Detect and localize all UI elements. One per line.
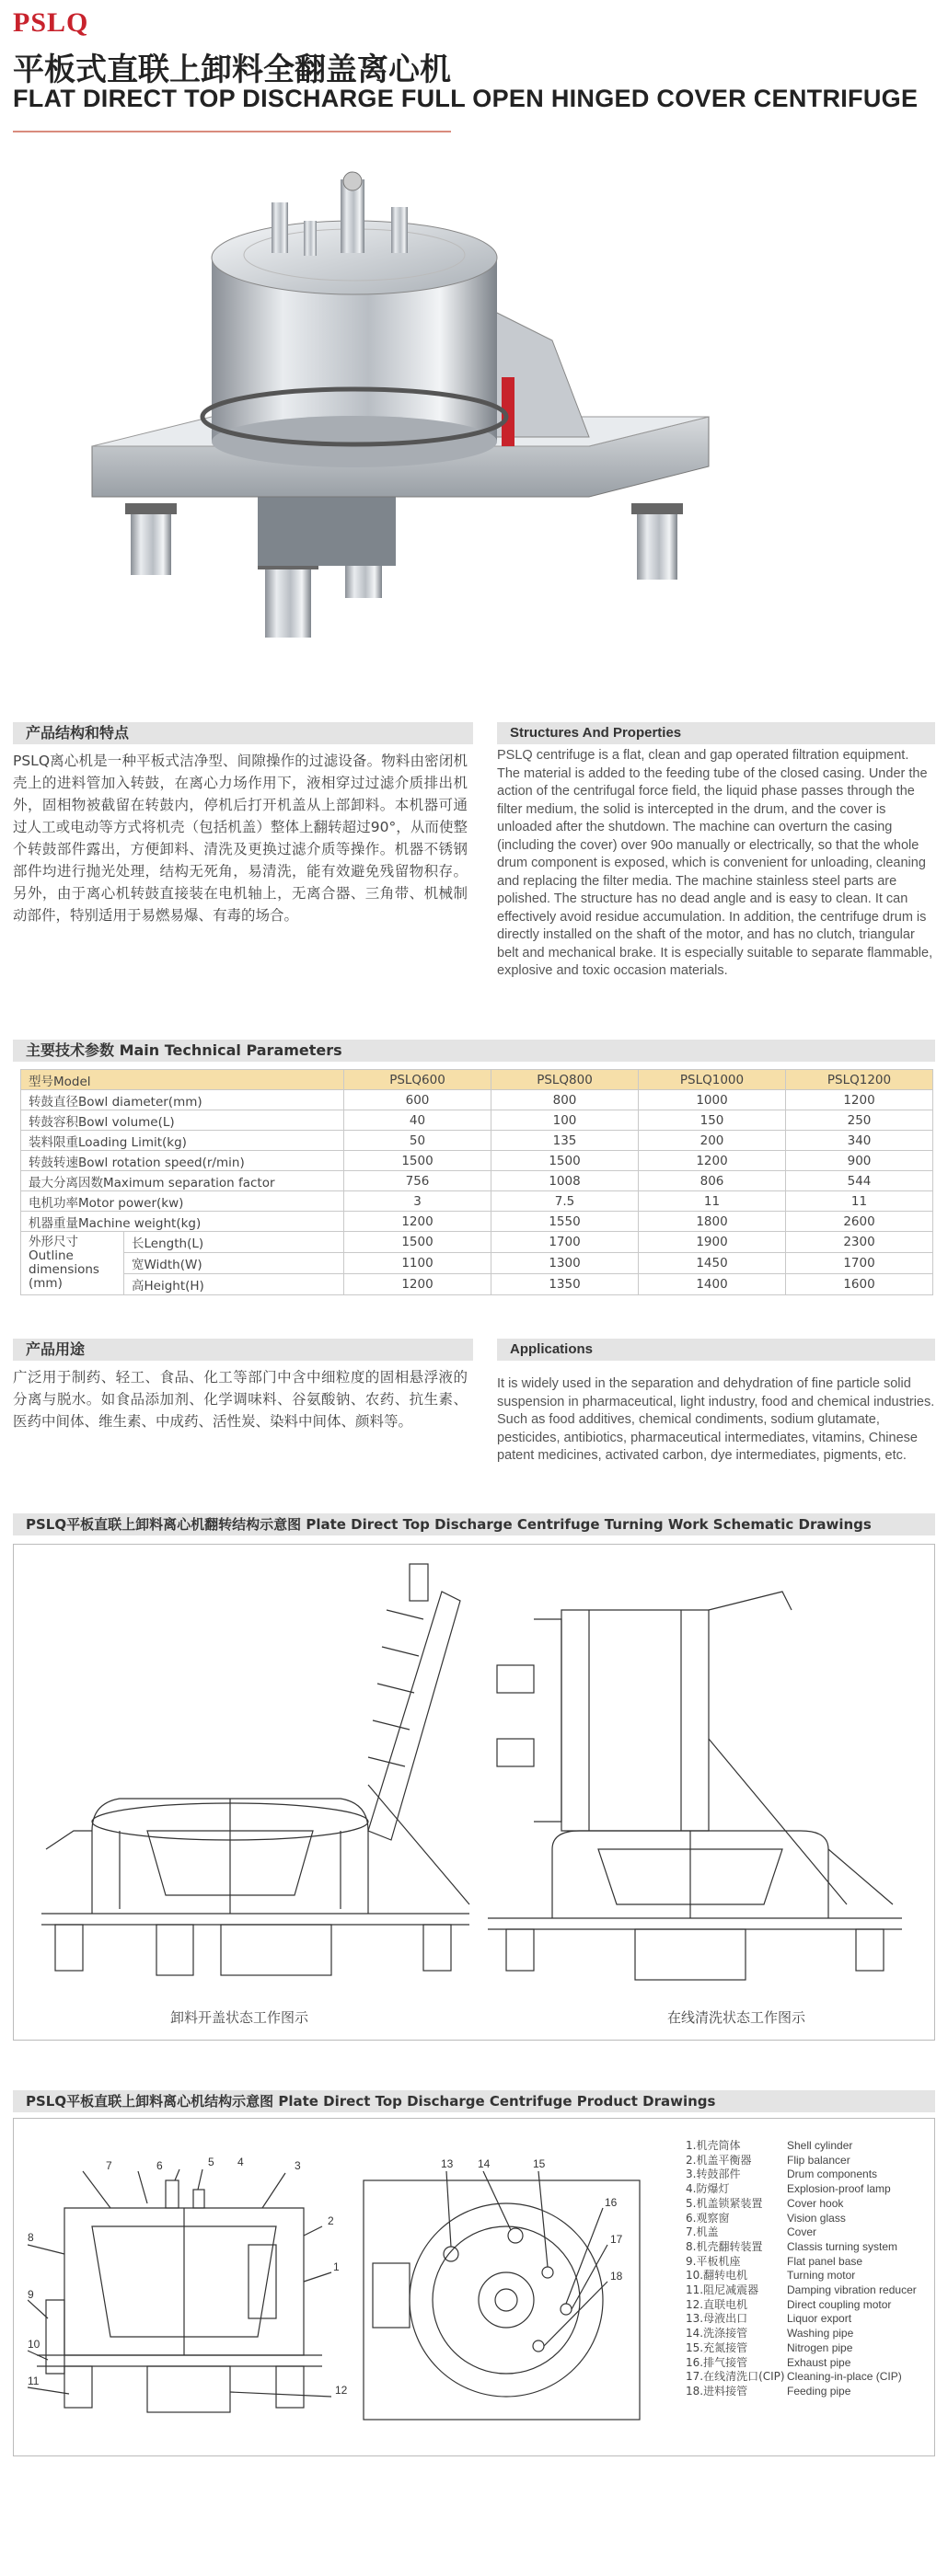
part-number-label: 1 [333,2260,340,2273]
table-header-cell: PSLQ800 [491,1070,639,1090]
legend-label-cn: 6.观察窗 [686,2211,730,2225]
cell: 50 [344,1131,491,1151]
foot-left-front [258,557,318,638]
table-header-cell: PSLQ1000 [639,1070,786,1090]
cell: 1500 [491,1151,639,1171]
part-number-label: 3 [295,2159,301,2172]
legend-row [686,2370,917,2385]
table-row [21,1191,933,1212]
legend-label-en: Cleaning-in-place (CIP) [787,2370,902,2384]
cell: 1200 [786,1090,933,1110]
cell: 1200 [344,1274,491,1295]
table-row [21,1212,933,1232]
legend-label-cn: 16.排气接管 [686,2355,748,2369]
table-row [21,1253,933,1274]
cell: 1300 [491,1253,639,1274]
legend-label-en: Vision glass [787,2211,846,2225]
legend-label-en: Exhaust pipe [787,2355,851,2369]
legend-label-cn: 15.充氮接管 [686,2340,748,2354]
centrifuge-product-image [74,170,736,658]
cell: 2300 [786,1232,933,1253]
cell: 3 [344,1191,491,1212]
part-number-label: 4 [237,2156,244,2168]
cell: 800 [491,1090,639,1110]
legend-label-cn: 2.机盖平衡器 [686,2153,752,2167]
cell: 340 [786,1131,933,1151]
legend-label-cn: 3.转鼓部件 [686,2168,741,2181]
part-number-label: 13 [441,2157,454,2170]
applications-body-cn: 广泛用于制药、轻工、食品、化工等部门中含中细粒度的固相悬浮液的分离与脱水。如食品添加剂、化学调味料、谷氨酸钠、农药、抗生素、医药中间体、维生素、中成药、活性炭、染料中间体、颜料等。 [13,1369,468,1430]
cell: 544 [786,1171,933,1191]
cell: 1200 [344,1212,491,1232]
legend-label-en: Shell cylinder [787,2139,853,2152]
cell: 1000 [639,1090,786,1110]
row-label: 转鼓转速Bowl rotation speed(r/min) [21,1151,344,1171]
product-heading: PSLQ平板直联上卸料离心机结构示意图 Plate Direct Top Discharge Centrifuge Product Drawings [13,2090,935,2112]
legend-label-en: Classis turning system [787,2239,898,2253]
legend-label-cn: 17.在线清洗口(CIP) [686,2370,785,2384]
table-header-cell: PSLQ600 [344,1070,491,1090]
part-number-label: 2 [328,2214,334,2227]
outline-label-en: Outline dimensions (mm) [29,1248,99,1291]
legend-label-cn: 10.翻转电机 [686,2269,748,2283]
legend-row [686,2255,917,2270]
legend-row [686,2212,917,2226]
part-number-label: 7 [106,2159,112,2172]
legend-row [686,2385,917,2399]
legend-row [686,2154,917,2168]
cell: 1200 [639,1151,786,1171]
legend-row [686,2168,917,2182]
legend-label-en: Cover [787,2225,817,2239]
cell: 150 [639,1110,786,1131]
cell: 1800 [639,1212,786,1232]
turning-drawing-right [479,1555,920,1987]
part-number-label: 10 [28,2338,40,2351]
legend-label-en: Flip balancer [787,2153,850,2167]
legend-label-en: Damping vibration reducer [787,2283,917,2297]
table-row [21,1232,933,1253]
cell: 1500 [344,1232,491,1253]
structure-heading-en: Structures And Properties [497,722,935,744]
row-label: 宽Width(W) [124,1253,344,1274]
table-header-cell: PSLQ1200 [786,1070,933,1090]
legend-label-cn: 18.进料接管 [686,2384,748,2398]
legend-label-cn: 9.平板机座 [686,2254,741,2268]
part-number-label: 9 [28,2288,34,2301]
structure-body-cn: PSLQ离心机是一种平板式洁净型、间隙操作的过滤设备。物料由密闭机壳上的进料管加入转鼓，在离心力场作用下，液相穿过过滤介质排出机外，固相物被截留在转鼓内，停机后打开机盖从上部卸料。本机器可通过人工或电动等方式将机壳（包括机盖）整体上翻转超过90°，从而使整个转鼓部件露出，方便卸料、清洗及更换过滤介质等操作。机器不锈钢部件均进行抛光处理，结构无死角，易清洗，能有效避免残留物积存。另外，由于离心机转鼓直接装在电机轴上，无离合器、三角带、机械制动部件，特别适用于易燃易爆、有毒的场合。 [13,753,468,924]
title-chinese: 平板式直联上卸料全翻盖离心机 [13,52,451,88]
structure-heading-cn: 产品结构和特点 [13,722,473,744]
applications-body-en: It is widely used in the separation and dehydration of fine particle solid suspension in pharmaceutical, light industry, food and chemical industries. Such as food additives, chemical condiments, sodium glutamate, pesticides, antibiotics, pharmaceutical intermediates, vitamins, Chinese patent medicines, activated carbon, dye intermediates, pigments, etc. [497,1376,935,1463]
turning-drawing-left [37,1555,479,1987]
part-number-label: 12 [335,2384,348,2397]
params-table [20,1069,933,1295]
turning-heading: PSLQ平板直联上卸料离心机翻转结构示意图 Plate Direct Top Discharge Centrifuge Turning Work Schematic Drawings [13,1513,935,1535]
legend-label-cn: 7.机盖 [686,2225,719,2239]
table-row [21,1274,933,1295]
cell: 40 [344,1110,491,1131]
row-label: 机器重量Machine weight(kg) [21,1212,344,1232]
part-number-label: 8 [28,2231,34,2244]
part-number-label: 6 [156,2159,163,2172]
cell: 1700 [786,1253,933,1274]
cell: 11 [786,1191,933,1212]
cell: 806 [639,1171,786,1191]
legend-label-en: Direct coupling motor [787,2297,892,2311]
row-label: 转鼓容积Bowl volume(L) [21,1110,344,1131]
legend-row [686,2356,917,2371]
part-number-label: 17 [610,2233,623,2246]
part-number-label: 11 [28,2375,40,2387]
params-heading: 主要技术参数 Main Technical Parameters [13,1040,935,1062]
table-row [21,1131,933,1151]
legend-row [686,2225,917,2240]
cell: 900 [786,1151,933,1171]
cell: 200 [639,1131,786,1151]
outline-label [21,1232,124,1295]
title-underline [13,131,451,132]
part-number-label: 18 [610,2270,623,2283]
part-number-label: 16 [605,2196,618,2209]
legend-label-en: Explosion-proof lamp [787,2182,891,2196]
row-label: 长Length(L) [124,1232,344,1253]
cell: 600 [344,1090,491,1110]
legend-label-cn: 5.机盖锁紧装置 [686,2196,763,2210]
legend-row [686,2327,917,2341]
legend-label-en: Washing pipe [787,2327,854,2340]
product-drawing-side [28,2153,359,2429]
table-row [21,1151,933,1171]
cell: 1500 [344,1151,491,1171]
part-number-label: 5 [208,2156,214,2168]
model-code: PSLQ [13,7,89,38]
product-drawing-top [354,2153,658,2429]
legend-label-en: Cover hook [787,2196,844,2210]
cell: 11 [639,1191,786,1212]
table-row [21,1090,933,1110]
structure-body-en: PSLQ centrifuge is a flat, clean and gap operated filtration equipment. The material is added to the feeding tube of the closed casing. Under the action of the centrifugal force field, the liquid phase passes through the filter medium, the solid is intercepted in the drum, and the cover is unloaded after the shutdown. The machine can overturn the casing (including the cover) over 90o manually or electrically, so that the whole drum component is exposed, which is convenient for unloading, cleaning and replacing the filter media. The machine stainless steel parts are polished. The structure has no dead angle and is easy to clean. It can effectively avoid residue accumulation. In addition, the centrifuge drum is directly installed on the shaft of the motor, and has no clutch, triangular belt and mechanical brake. It is especially suitable to separate flammable, explosive and toxic occasion materials. [497,748,933,978]
applications-heading-cn: 产品用途 [13,1339,473,1361]
part-number-label: 14 [478,2157,491,2170]
caption-unloading: 卸料开盖状态工作图示 [170,2009,309,2026]
legend-row [686,2182,917,2197]
legend-row [686,2341,917,2356]
legend-label-cn: 11.阻尼减震器 [686,2283,759,2297]
legend-label-en: Nitrogen pipe [787,2340,853,2354]
cell: 1600 [786,1274,933,1295]
cell: 1400 [639,1274,786,1295]
legend-row [686,2139,917,2154]
legend-label-cn: 12.直联电机 [686,2297,748,2311]
legend-row [686,2283,917,2298]
legend-row [686,2269,917,2283]
parts-legend [686,2139,917,2399]
table-header-cell: 型号Model [21,1070,344,1090]
cell: 135 [491,1131,639,1151]
row-label: 装料限重Loading Limit(kg) [21,1131,344,1151]
table-row [21,1110,933,1131]
legend-label-en: Turning motor [787,2269,856,2283]
cell: 756 [344,1171,491,1191]
cell: 2600 [786,1212,933,1232]
legend-label-cn: 4.防爆灯 [686,2182,730,2196]
legend-row [686,2240,917,2255]
legend-row [686,2312,917,2327]
applications-heading-en: Applications [497,1339,935,1361]
table-header-row [21,1070,933,1090]
table-row [21,1171,933,1191]
legend-label-cn: 13.母液出口 [686,2312,748,2326]
legend-label-en: Drum components [787,2168,878,2181]
cell: 1700 [491,1232,639,1253]
outline-label-cn: 外形尺寸 [29,1235,78,1249]
legend-row [686,2197,917,2212]
cell: 1350 [491,1274,639,1295]
cell: 100 [491,1110,639,1131]
legend-row [686,2298,917,2313]
cell: 1008 [491,1171,639,1191]
row-label: 最大分离因数Maximum separation factor [21,1171,344,1191]
cell: 1900 [639,1232,786,1253]
cell: 1100 [344,1253,491,1274]
cell: 1550 [491,1212,639,1232]
cell: 250 [786,1110,933,1131]
row-label: 电机功率Motor power(kw) [21,1191,344,1212]
row-label: 高Height(H) [124,1274,344,1295]
row-label: 转鼓直径Bowl diameter(mm) [21,1090,344,1110]
cell: 7.5 [491,1191,639,1212]
part-number-label: 15 [533,2157,546,2170]
legend-label-en: Liquor export [787,2312,852,2326]
legend-label-cn: 1.机壳筒体 [686,2139,741,2152]
legend-label-en: Feeding pipe [787,2384,851,2398]
cell: 1450 [639,1253,786,1274]
legend-label-en: Flat panel base [787,2254,863,2268]
title-english: FLAT DIRECT TOP DISCHARGE FULL OPEN HINGED COVER CENTRIFUGE [13,85,919,112]
legend-label-cn: 8.机壳翻转装置 [686,2239,763,2253]
caption-cleaning: 在线清洗状态工作图示 [667,2009,806,2026]
legend-label-cn: 14.洗涤接管 [686,2327,748,2340]
